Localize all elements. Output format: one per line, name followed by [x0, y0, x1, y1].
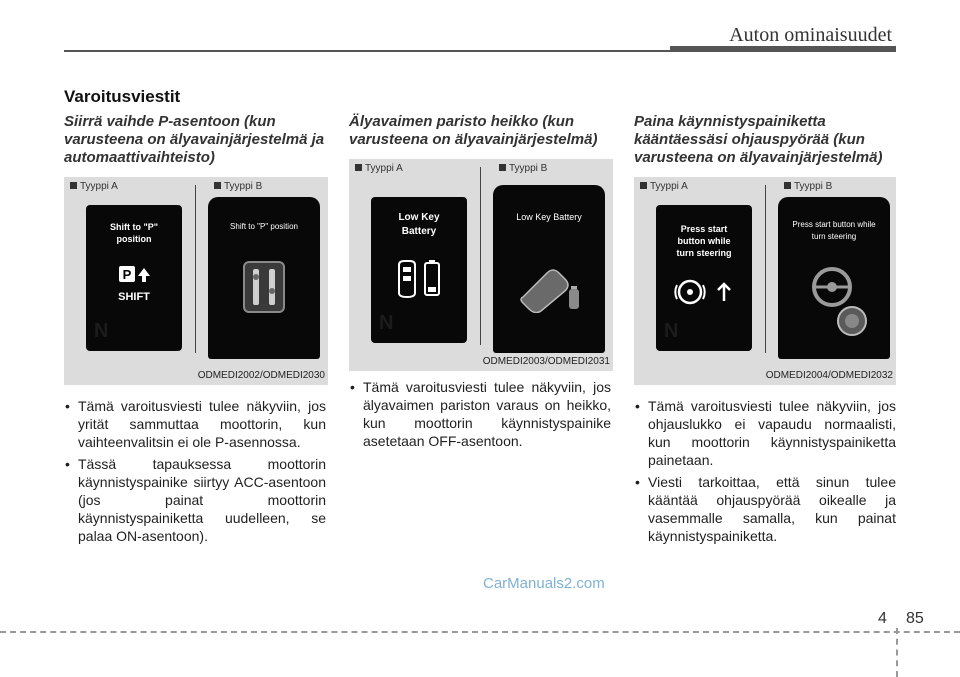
type-a-label: Tyyppi A: [640, 181, 688, 192]
figure-code: ODMEDI2002/ODMEDI2030: [197, 370, 325, 381]
figure-press-start-steering: [634, 177, 896, 385]
section-title: Varoitusviestit: [64, 87, 181, 106]
type-b-label: Tyyppi B: [214, 181, 262, 192]
type-b-label: Tyyppi B: [784, 181, 832, 192]
park-shift-icon: [118, 265, 152, 291]
cluster-screen-type-b: [208, 197, 320, 359]
type-a-label: Tyyppi A: [70, 181, 118, 192]
screen-message: Press start button while turn steering: [792, 220, 876, 241]
watermark-text: CarManuals2.com: [483, 575, 605, 592]
bullet-item: • Tämä varoitusviesti tulee näkyviin, jos ohjauslukko ei vapaudu normaalisti, kun moottorin käynnistyspainiketta painetaan.: [634, 397, 896, 469]
cluster-screen-type-b: [778, 197, 890, 359]
figure-shift-to-p: [64, 177, 328, 385]
figure-divider: [765, 185, 766, 353]
chapter-number: 4: [878, 610, 887, 627]
cluster-screen-type-a: [371, 197, 467, 343]
shift-icon-label: SHIFT: [118, 291, 150, 303]
screen-message: Shift to "P" position: [230, 222, 298, 231]
cluster-screen-type-a: [656, 205, 752, 351]
column-1-bullets: [64, 397, 326, 549]
type-a-label: Tyyppi A: [355, 163, 403, 174]
header-rule: [64, 50, 670, 52]
column-2-heading: Älyavaimen paristo heikko (kun varusteena on älyavainjärjestelmä): [349, 113, 598, 148]
screen-message: Low Key Battery: [398, 212, 440, 237]
square-bullet-icon: [70, 182, 77, 189]
column-2-bullets: [349, 378, 611, 454]
square-bullet-icon: [784, 182, 791, 189]
bullet-item: • Tämä varoitusviesti tulee näkyviin, jos yrität sammuttaa moottorin, kun vaihteenvalitsin ei ole P-asennossa.: [64, 397, 326, 451]
square-bullet-icon: [640, 182, 647, 189]
svg-text:P: P: [122, 267, 132, 282]
smart-key-battery-icon: [395, 259, 445, 299]
figure-divider: [195, 185, 196, 353]
figure-code: ODMEDI2004/ODMEDI2032: [765, 370, 893, 381]
chapter-title: Auton ominaisuudet: [729, 24, 892, 46]
screen-message: Press start button while turn steering: [676, 224, 732, 258]
figure-low-key-battery: [349, 159, 613, 371]
figure-code: ODMEDI2003/ODMEDI2031: [482, 356, 610, 367]
bullet-item: • Viesti tarkoittaa, että sinun tulee kääntää ohjauspyörää oikealle ja vasemmalle samalla, kun painat käynnistyspainiketta.: [634, 473, 896, 545]
bullet-item: • Tässä tapauksessa moottorin käynnistyspainike siirtyy ACC-asentoon (jos painat moottorin käynnistyspainiketta uudelleen, se palaa ON-asentoon).: [64, 455, 326, 545]
type-b-label: Tyyppi B: [499, 163, 547, 174]
gear-selector-icon: [243, 261, 285, 313]
column-3-bullets: [634, 397, 896, 549]
column-3-heading: Paina käynnistyspainiketta kääntäessäsi ohjauspyörää (kun varusteena on älyavainjärjestelmä): [634, 113, 883, 166]
footer-dashed-rule: [0, 631, 960, 633]
bullet-item: • Tämä varoitusviesti tulee näkyviin, jos älyavaimen pariston varaus on heikko, kun moottorin käynnistyspainike asetetaan OFF-asentoon.: [349, 378, 611, 450]
cluster-screen-type-a: [86, 205, 182, 351]
ghost-gear-indicator: N: [94, 320, 109, 342]
screen-message: Shift to "P" position: [109, 222, 159, 244]
cluster-screen-type-b: [493, 185, 605, 353]
square-bullet-icon: [499, 164, 506, 171]
key-fob-icon: [517, 267, 583, 313]
page-number: 85: [906, 610, 924, 627]
square-bullet-icon: [355, 164, 362, 171]
ghost-gear-indicator: N: [664, 320, 679, 342]
steering-and-start-button-icon: [802, 263, 872, 339]
column-1-heading: Siirrä vaihde P-asentoon (kun varusteena on älyavainjärjestelmä ja automaattivaihteisto): [64, 113, 325, 166]
ghost-gear-indicator: N: [379, 312, 394, 334]
figure-divider: [480, 167, 481, 345]
steering-wheel-icon: [672, 277, 738, 307]
page-number-separator: [896, 628, 898, 677]
screen-message: Low Key Battery: [516, 212, 582, 222]
header-accent-bar: [670, 46, 896, 52]
square-bullet-icon: [214, 182, 221, 189]
